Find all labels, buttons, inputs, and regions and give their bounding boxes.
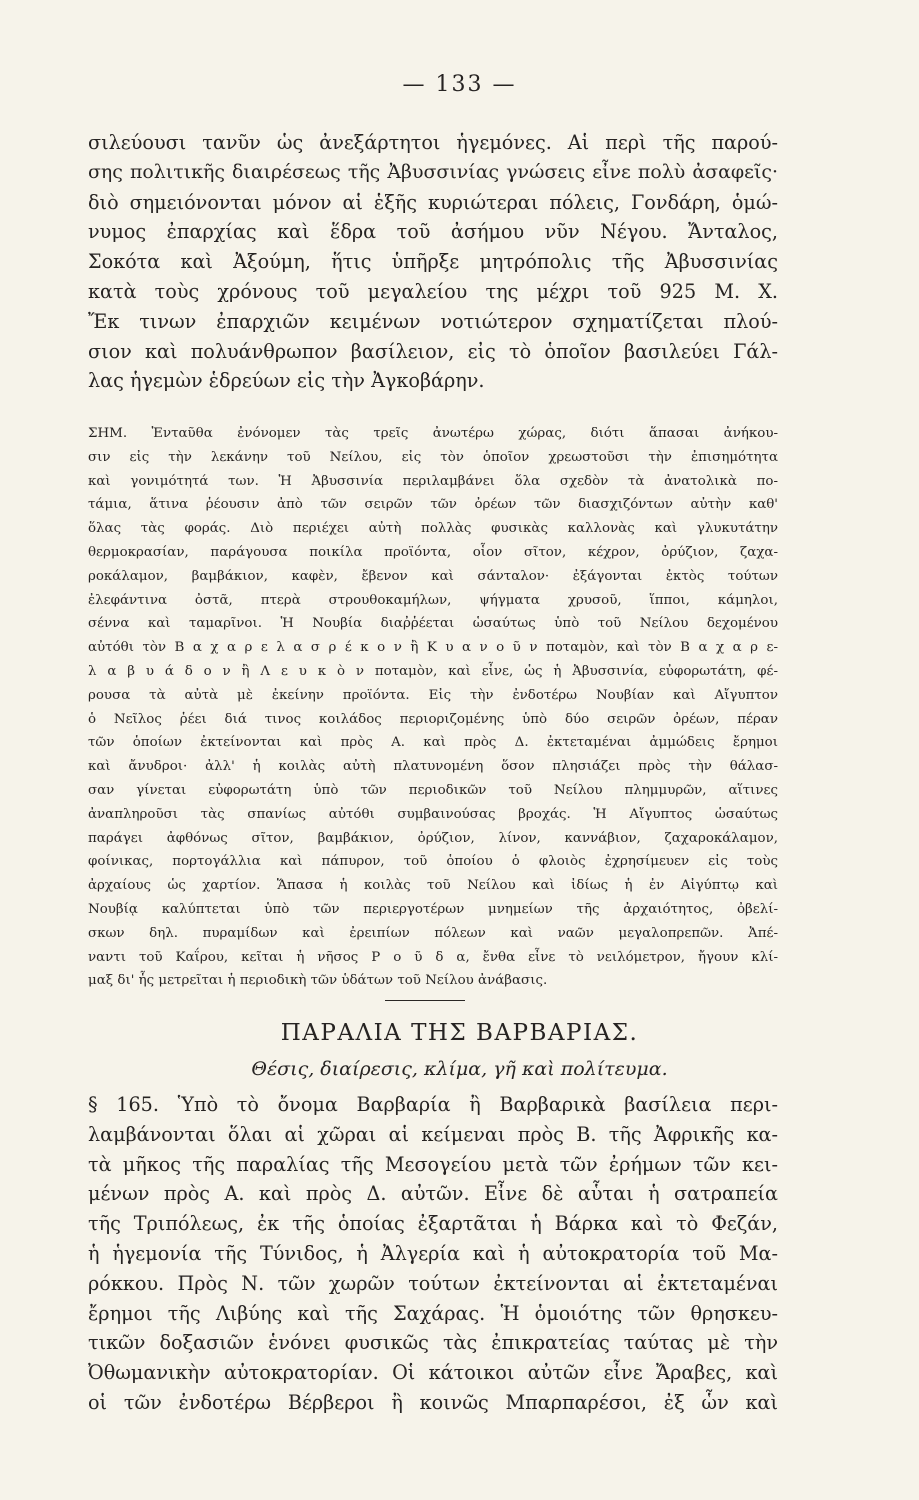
note-line: σέννα καὶ ταμαρῖνοι. Ἡ Νουβία διαῤῥέεται ὡσαύτως ὑπὸ τοῦ Νείλου δεχομένου bbox=[88, 616, 778, 632]
text-line: σης πολιτικῆς διαιρέσεως τῆς Ἀβυσσινίας γνώσεις εἶνε πολὺ ἀσαφεῖς· bbox=[88, 160, 778, 183]
page-number: — 133 — bbox=[402, 72, 517, 97]
note-line: παράγει ἀφθόνως σῖτον, βαμβάκιον, ὀρύζιον, λίνον, καννάβιον, ζαχαροκάλαμον, bbox=[88, 830, 778, 846]
note-line: λ α β υ ά δ ο ν ἢ Λ ε υ κ ὸ ν ποταμὸν, καὶ εἶνε, ὡς ἡ Ἀβυσσινία, εὐφορωτάτη, φέ- bbox=[88, 663, 778, 679]
note-line: ἐλεφάντινα ὀστᾶ, πτερὰ στρουθοκαμήλων, ψήγματα χρυσοῦ, ἵπποι, κάμηλοι, bbox=[88, 592, 778, 608]
note-line: μαξ δι' ἧς μετρεῖται ἡ περιοδικὴ τῶν ὑδάτων τοῦ Νείλου ἀνάβασις. bbox=[88, 973, 548, 989]
note-line: ροκάλαμον, βαμβάκιον, καφὲν, ἔβενον καὶ σάνταλον· ἐξάγονται ἐκτὸς τούτων bbox=[88, 568, 778, 584]
text-line: Ἔκ τινων ἐπαρχιῶν κειμένων νοτιώτερον σχηματίζεται πλού- bbox=[88, 309, 778, 333]
note-line: φοίνικας, πορτογάλλια καὶ πάπυρον, τοῦ ὁποίου ὁ φλοιὸς ἐχρησίμευεν εἰς τοὺς bbox=[88, 854, 778, 870]
note-line: σκων δηλ. πυραμίδων καὶ ἐρειπίων πόλεων καὶ ναῶν μεγαλοπρεπῶν. Ἀπέ- bbox=[88, 925, 778, 941]
footnote-block bbox=[88, 422, 778, 993]
section-divider bbox=[385, 1000, 465, 1001]
text-line: τικῶν δοξασιῶν ἑνόνει φυσικῶς τὰς ἐπικρατείας ταύτας μὲ τὴν bbox=[88, 1331, 778, 1355]
note-line: τῶν ὁποίων ἐκτείνονται καὶ πρὸς Α. καὶ πρὸς Δ. ἐκτεταμέναι ἀμμώδεις ἔρημοι bbox=[88, 735, 778, 751]
text-line: λαμβάνονται ὅλαι αἱ χῶραι αἱ κείμεναι πρὸς Β. τῆς Ἀφρικῆς κα- bbox=[88, 1122, 778, 1146]
note-line: ρουσα τὰ αὐτὰ μὲ ἐκείνην προϊόντα. Εἰς τὴν ἐνδοτέρω Νουβίαν καὶ Αἴγυπτον bbox=[88, 687, 778, 703]
text-line: σιλεύουσι τανῦν ὡς ἀνεξάρτητοι ἡγεμόνες. Αἱ περὶ τῆς παρού- bbox=[88, 131, 778, 154]
note-line: ΣΗΜ. Ἐνταῦθα ἐνόνομεν τὰς τρεῖς ἀνωτέρω χώρας, διότι ἅπασαι ἀνήκου- bbox=[88, 426, 778, 441]
note-line: αὐτόθι τὸν Β α χ α ρ ε λ α σ ρ έ κ ο ν ἢ Κ υ α ν ο ῦ ν ποταμὸν, καὶ τὸν Β α χ α ρ ε- bbox=[88, 640, 778, 656]
note-line: ἀρχαίους ὡς χαρτίον. Ἅπασα ἡ κοιλὰς τοῦ Νείλου καὶ ἰδίως ἡ ἐν Αἰγύπτῳ καὶ bbox=[88, 878, 778, 894]
text-line: τῆς Τριπόλεως, ἐκ τῆς ὁποίας ἐξαρτᾶται ἡ Βάρκα καὶ τὸ Φεζάν, bbox=[88, 1212, 778, 1236]
note-line: ὅλας τὰς φοράς. Διὸ περιέχει αὐτὴ πολλὰς φυσικὰς καλλονὰς καὶ γλυκυτάτην bbox=[88, 521, 778, 537]
note-line: σαν γίνεται εὐφορωτάτη ὑπὸ τῶν περιοδικῶν τοῦ Νείλου πλημμυρῶν, αἵτινες bbox=[88, 782, 778, 798]
text-line: § 165. Ὑπὸ τὸ ὄνομα Βαρβαρία ἢ Βαρβαρικὰ βασίλεια περι- bbox=[88, 1093, 778, 1116]
text-line: νυμος ἐπαρχίας καὶ ἕδρα τοῦ ἀσήμου νῦν Νέγου. Ἄνταλος, bbox=[88, 220, 778, 244]
text-line: λας ἡγεμὼν ἑδρεύων εἰς τὴν Ἀγκοβάρην. bbox=[88, 369, 485, 393]
section-title: ΠΑΡΑΛΙΑ ΤΗΣ ΒΑΡΒΑΡΙΑΣ. bbox=[280, 1020, 639, 1046]
note-line: καὶ ἄνυδροι· ἀλλ' ἡ κοιλὰς αὐτὴ πλατυνομένη ὅσον πλησιάζει πρὸς τὴν θάλασ- bbox=[88, 759, 778, 775]
text-line: Σοκότα καὶ Ἀξούμη, ἥτις ὑπῆρξε μητρόπολις τῆς Ἀβυσσινίας bbox=[88, 250, 778, 274]
paragraph-abyssinia-cities bbox=[88, 128, 778, 396]
paragraph-barbary bbox=[88, 1090, 778, 1418]
text-line: ἔρημοι τῆς Λιβύης καὶ τῆς Σαχάρας. Ἡ ὁμοιότης τῶν θρησκευ- bbox=[88, 1301, 778, 1325]
note-line: θερμοκρασίαν, παράγουσα ποικίλα προϊόντα, οἷον σῖτον, κέχρον, ὀρύζιον, ζαχα- bbox=[88, 544, 778, 560]
note-line: καὶ γονιμότητά των. Ἡ Ἀβυσσινία περιλαμβάνει ὅλα σχεδὸν τὰ ἀνατολικὰ πο- bbox=[88, 473, 778, 489]
text-line: κατὰ τοὺς χρόνους τοῦ μεγαλείου της μέχρι τοῦ 925 Μ. Χ. bbox=[88, 279, 778, 303]
text-line: οἱ τῶν ἐνδοτέρω Βέρβεροι ἢ κοινῶς Μπαρπαρέσοι, ἐξ ὧν καὶ bbox=[88, 1390, 778, 1414]
note-line: ναντι τοῦ Καΐρου, κεῖται ἡ νῆσος Ρ ο ῦ δ α, ἔνθα εἶνε τὸ νειλόμετρον, ἤγουν κλί- bbox=[88, 949, 778, 965]
note-line: ὁ Νεῖλος ῥέει διά τινος κοιλάδος περιοριζομένης ὑπὸ δύο σειρῶν ὀρέων, πέραν bbox=[88, 711, 778, 727]
text-line: ἡ ἡγεμονία τῆς Τύνιδος, ἡ Ἀλγερία καὶ ἡ αὐτοκρατορία τοῦ Μα- bbox=[88, 1241, 778, 1265]
text-line: σιον καὶ πολυάνθρωπον βασίλειον, εἰς τὸ ὁποῖον βασιλεύει Γάλ- bbox=[88, 339, 778, 363]
section-subtitle: Θέσις, διαίρεσις, κλίμα, γῆ καὶ πολίτευμα. bbox=[251, 1058, 668, 1080]
text-line: τὰ μῆκος τῆς παραλίας τῆς Μεσογείου μετὰ τῶν ἐρήμων τῶν κει- bbox=[88, 1152, 778, 1176]
note-line: ἀναπληροῦσι τὰς σπανίως αὐτόθι συμβαινούσας βροχάς. Ἡ Αἴγυπτος ὡσαύτως bbox=[88, 806, 778, 822]
text-line: Ὀθωμανικὴν αὐτοκρατορίαν. Οἱ κάτοικοι αὐτῶν εἶνε Ἄραβες, καὶ bbox=[88, 1361, 778, 1385]
text-line: διὸ σημειόνονται μόνον αἱ ἑξῆς κυριώτεραι πόλεις, Γονδάρη, ὁμώ- bbox=[88, 190, 778, 214]
text-line: μένων πρὸς Α. καὶ πρὸς Δ. αὐτῶν. Εἶνε δὲ αὗται ἡ σατραπεία bbox=[88, 1182, 778, 1206]
note-line: τάμια, ἅτινα ῥέουσιν ἀπὸ τῶν σειρῶν τῶν ὀρέων τῶν διασχιζόντων αὐτὴν καθ' bbox=[88, 497, 778, 513]
note-line: Νουβίᾳ καλύπτεται ὑπὸ τῶν περιεργοτέρων μνημείων τῆς ἀρχαιότητος, ὀβελί- bbox=[88, 901, 778, 917]
note-line: σιν εἰς τὴν λεκάνην τοῦ Νείλου, εἰς τὸν ὁποῖον χρεωστοῦσι τὴν ἐπισημότητα bbox=[88, 449, 778, 465]
text-line: ρόκκου. Πρὸς Ν. τῶν χωρῶν τούτων ἐκτείνονται αἱ ἐκτεταμέναι bbox=[88, 1271, 778, 1295]
